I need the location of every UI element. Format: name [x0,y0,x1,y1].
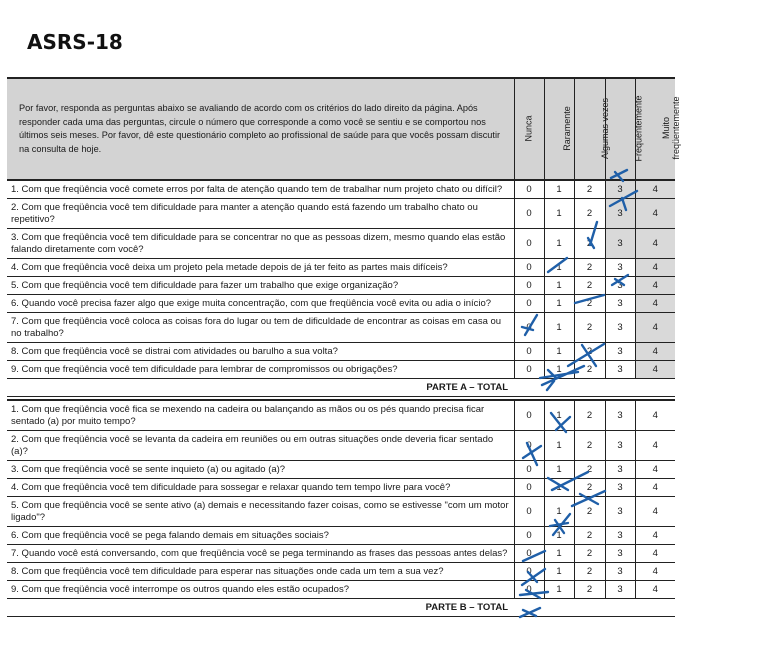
answer-3[interactable]: 3 [605,563,635,581]
answer-2[interactable]: 2 [574,563,605,581]
part-a-total-label: PARTE A – TOTAL [7,379,514,397]
answer-3[interactable]: 3 [605,229,635,259]
asrs-questionnaire-table [7,77,681,617]
answer-1[interactable]: 1 [544,361,574,379]
part-b-total-value[interactable] [514,599,675,617]
answer-1[interactable]: 1 [544,497,574,527]
answer-0[interactable]: 0 [514,545,544,563]
answer-0[interactable]: 0 [514,527,544,545]
question-text: 1. Com que freqüência você fica se mexendo na cadeira ou balançando as mãos ou os pés quando precisa ficar sentado (a) por muito tempo? [7,400,514,431]
part-b-total-label: PARTE B – TOTAL [7,599,514,617]
answer-3[interactable]: 3 [605,313,635,343]
answer-2[interactable]: 2 [574,199,605,229]
answer-3[interactable]: 3 [605,581,635,599]
answer-2[interactable]: 2 [574,277,605,295]
question-text: 4. Com que freqüência você tem dificuldade para sossegar e relaxar quando tem tempo livre para você? [7,479,514,497]
answer-4[interactable]: 4 [635,295,675,313]
part-a-total-value[interactable] [514,379,675,397]
part-a-row-6 [7,295,675,313]
header-row [7,78,675,180]
answer-1[interactable]: 1 [544,313,574,343]
answer-1[interactable]: 1 [544,545,574,563]
answer-1[interactable]: 1 [544,277,574,295]
answer-1[interactable]: 1 [544,343,574,361]
answer-2[interactable]: 2 [574,527,605,545]
answer-1[interactable]: 1 [544,400,574,431]
part-b-row-3 [7,461,675,479]
answer-3[interactable]: 3 [605,295,635,313]
part-a-row-7 [7,313,675,343]
answer-4[interactable]: 4 [635,277,675,295]
part-b-row-2 [7,431,675,461]
answer-1[interactable]: 1 [544,295,574,313]
answer-4[interactable]: 4 [635,479,675,497]
column-header-sometimes: Algumas vezes [574,78,605,180]
answer-4[interactable]: 4 [635,431,675,461]
answer-4[interactable]: 4 [635,581,675,599]
answer-4[interactable]: 4 [635,563,675,581]
answer-4[interactable]: 4 [635,313,675,343]
part-a-row-2 [7,199,675,229]
question-text: 9. Com que freqüência você tem dificuldade para lembrar de compromissos ou obrigações? [7,361,514,379]
answer-3[interactable]: 3 [605,199,635,229]
question-text: 2. Com que freqüência você se levanta da cadeira em reuniões ou em outras situações onde deveria ficar sentado (a)? [7,431,514,461]
answer-4[interactable]: 4 [635,343,675,361]
question-text: 8. Com que freqüência você se distrai com atividades ou barulho a sua volta? [7,343,514,361]
column-header-often: Freqüentemente [605,78,635,180]
answer-0[interactable]: 0 [514,497,544,527]
answer-0[interactable]: 0 [514,277,544,295]
answer-0[interactable]: 0 [514,479,544,497]
answer-3[interactable]: 3 [605,527,635,545]
answer-4[interactable]: 4 [635,527,675,545]
part-a-total-row [7,379,675,397]
answer-3[interactable]: 3 [605,180,635,199]
answer-4[interactable]: 4 [635,545,675,563]
answer-1[interactable]: 1 [544,563,574,581]
question-text: 5. Com que freqüência você se sente ativo (a) demais e necessitando fazer coisas, como se estivesse "com um motor ligado"? [7,497,514,527]
question-text: 7. Com que freqüência você coloca as coisas fora do lugar ou tem de dificuldade de encontrar as coisas em casa ou no trabalho? [7,313,514,343]
answer-0[interactable]: 0 [514,343,544,361]
part-b-row-6 [7,527,675,545]
answer-4[interactable]: 4 [635,400,675,431]
answer-3[interactable]: 3 [605,343,635,361]
answer-2[interactable]: 2 [574,259,605,277]
answer-2[interactable]: 2 [574,180,605,199]
answer-3[interactable]: 3 [605,277,635,295]
answer-3[interactable]: 3 [605,259,635,277]
question-text: 5. Com que freqüência você tem dificuldade para fazer um trabalho que exige organização? [7,277,514,295]
part-a-row-3 [7,229,675,259]
answer-1[interactable]: 1 [544,199,574,229]
question-text: 7. Quando você está conversando, com que freqüência você se pega terminando as frases das pessoas antes delas? [7,545,514,563]
answer-2[interactable]: 2 [574,229,605,259]
part-a-row-9 [7,361,675,379]
question-text: 3. Com que freqüência você tem dificuldade para se concentrar no que as pessoas dizem, mesmo quando elas estão falando diretamente com você? [7,229,514,259]
question-text: 6. Com que freqüência você se pega falando demais em situações sociais? [7,527,514,545]
part-a-row-8 [7,343,675,361]
answer-2[interactable]: 2 [574,361,605,379]
question-text: 1. Com que freqüência você comete erros por falta de atenção quando tem de trabalhar num projeto chato ou difícil? [7,180,514,199]
answer-0[interactable]: 0 [514,461,544,479]
answer-3[interactable]: 3 [605,361,635,379]
part-a-row-4 [7,259,675,277]
answer-3[interactable]: 3 [605,461,635,479]
part-b-row-1 [7,400,675,431]
answer-0[interactable]: 0 [514,581,544,599]
answer-2[interactable]: 2 [574,295,605,313]
answer-0[interactable]: 0 [514,313,544,343]
question-text: 2. Com que freqüência você tem dificuldade para manter a atenção quando está fazendo um trabalho chato ou repetitivo? [7,199,514,229]
answer-0[interactable]: 0 [514,229,544,259]
part-b-row-8 [7,563,675,581]
answer-3[interactable]: 3 [605,497,635,527]
part-b-total-row [7,599,675,617]
answer-2[interactable]: 2 [574,343,605,361]
answer-2[interactable]: 2 [574,479,605,497]
answer-4[interactable]: 4 [635,461,675,479]
part-a-row-5 [7,277,675,295]
question-text: 9. Com que freqüência você interrompe os outros quando eles estão ocupados? [7,581,514,599]
answer-4[interactable]: 4 [635,199,675,229]
answer-0[interactable]: 0 [514,295,544,313]
part-b-row-5 [7,497,675,527]
question-text: 3. Com que freqüência você se sente inquieto (a) ou agitado (a)? [7,461,514,479]
answer-2[interactable]: 2 [574,400,605,431]
answer-4[interactable]: 4 [635,259,675,277]
answer-0[interactable]: 0 [514,259,544,277]
answer-3[interactable]: 3 [605,400,635,431]
answer-0[interactable]: 0 [514,180,544,199]
answer-1[interactable]: 1 [544,581,574,599]
part-a-row-1 [7,180,675,199]
answer-0[interactable]: 0 [514,431,544,461]
instructions-text: Por favor, responda as perguntas abaixo se avaliando de acordo com os critérios do lado direito da página. Após responder cada uma das perguntas, circule o número que corresponde a como você se sentiu e se comportou nos últimos seis meses. Por favor, dê este questionário completo ao profissional de saúde para que vocês possam discutir na consulta de hoje. [7,78,514,180]
answer-2[interactable]: 2 [574,581,605,599]
answer-0[interactable]: 0 [514,199,544,229]
page-title: ASRS-18 [27,30,123,54]
answer-1[interactable]: 1 [544,479,574,497]
part-b-row-7 [7,545,675,563]
part-b-row-9 [7,581,675,599]
answer-4[interactable]: 4 [635,229,675,259]
answer-3[interactable]: 3 [605,431,635,461]
question-text: 4. Com que freqüência você deixa um projeto pela metade depois de já ter feito as partes mais difíceis? [7,259,514,277]
answer-1[interactable]: 1 [544,461,574,479]
answer-2[interactable]: 2 [574,461,605,479]
column-header-never: Nunca [514,78,544,180]
answer-1[interactable]: 1 [544,229,574,259]
answer-2[interactable]: 2 [574,431,605,461]
question-text: 6. Quando você precisa fazer algo que exige muita concentração, com que freqüência você evita ou adia o início? [7,295,514,313]
answer-1[interactable]: 1 [544,180,574,199]
part-b-row-4 [7,479,675,497]
answer-2[interactable]: 2 [574,545,605,563]
answer-0[interactable]: 0 [514,361,544,379]
answer-4[interactable]: 4 [635,497,675,527]
answer-0[interactable]: 0 [514,400,544,431]
answer-4[interactable]: 4 [635,180,675,199]
answer-3[interactable]: 3 [605,545,635,563]
answer-1[interactable]: 1 [544,431,574,461]
answer-1[interactable]: 1 [544,259,574,277]
answer-2[interactable]: 2 [574,497,605,527]
answer-0[interactable]: 0 [514,563,544,581]
answer-4[interactable]: 4 [635,361,675,379]
answer-2[interactable]: 2 [574,313,605,343]
answer-3[interactable]: 3 [605,479,635,497]
column-header-rarely: Raramente [544,78,574,180]
question-text: 8. Com que freqüência você tem dificuldade para esperar nas situações onde cada um tem a sua vez? [7,563,514,581]
answer-1[interactable]: 1 [544,527,574,545]
column-header-very-often: Muito freqüentemente [635,78,675,180]
